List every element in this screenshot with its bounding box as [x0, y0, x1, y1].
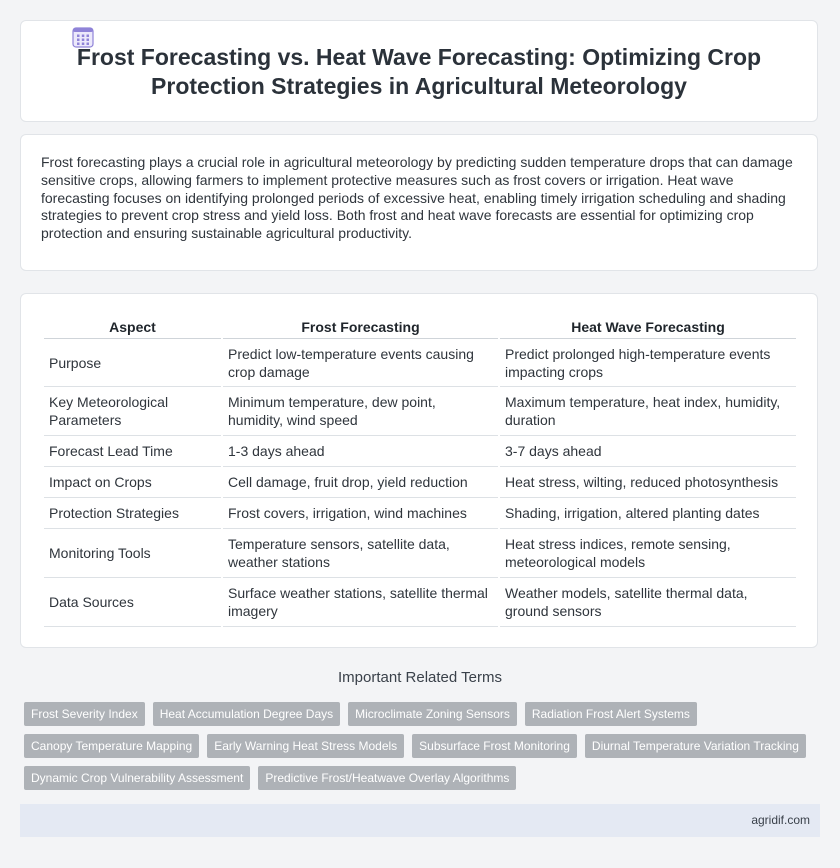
term-tag[interactable]: Canopy Temperature Mapping	[24, 734, 199, 758]
cell-aspect: Purpose	[44, 339, 221, 387]
term-tag[interactable]: Frost Severity Index	[24, 702, 145, 726]
cell-frost: 1-3 days ahead	[223, 436, 498, 467]
footer	[20, 804, 820, 837]
related-terms-title: Important Related Terms	[338, 669, 502, 686]
tag-row	[24, 734, 824, 758]
cell-heat-wave: Heat stress indices, remote sensing, meteorological models	[500, 529, 796, 578]
term-tag[interactable]: Early Warning Heat Stress Models	[207, 734, 404, 758]
intro-card	[20, 134, 818, 271]
cell-aspect: Protection Strategies	[44, 498, 221, 529]
term-tag[interactable]: Predictive Frost/Heatwave Overlay Algorithms	[258, 766, 516, 790]
header-heat-wave: Heat Wave Forecasting	[500, 315, 796, 339]
cell-frost: Temperature sensors, satellite data, weather stations	[223, 529, 498, 578]
cell-frost: Minimum temperature, dew point, humidity, wind speed	[223, 387, 498, 436]
tag-row	[24, 766, 824, 790]
cell-aspect: Monitoring Tools	[44, 529, 221, 578]
term-tag[interactable]: Diurnal Temperature Variation Tracking	[585, 734, 806, 758]
comparison-table-card	[20, 293, 818, 648]
cell-heat-wave: 3-7 days ahead	[500, 436, 796, 467]
table-row	[44, 339, 796, 387]
table-row	[44, 387, 796, 436]
cell-frost: Predict low-temperature events causing crop damage	[223, 339, 498, 387]
cell-aspect: Data Sources	[44, 578, 221, 627]
table-row	[44, 436, 796, 467]
cell-heat-wave: Maximum temperature, heat index, humidity, duration	[500, 387, 796, 436]
table-row	[44, 578, 796, 627]
term-tag[interactable]: Microclimate Zoning Sensors	[348, 702, 517, 726]
table-row	[44, 498, 796, 529]
header-frost: Frost Forecasting	[223, 315, 498, 339]
term-tag[interactable]: Dynamic Crop Vulnerability Assessment	[24, 766, 250, 790]
tag-row	[24, 702, 824, 726]
table-header-row	[44, 315, 796, 339]
footer-site-link[interactable]: agridif.com	[751, 813, 810, 827]
header-aspect: Aspect	[44, 315, 221, 339]
page-title: Frost Forecasting vs. Heat Wave Forecasting: Optimizing Crop Protection Strategies in Agricultural Meteorology	[76, 44, 762, 99]
cell-heat-wave: Predict prolonged high-temperature events impacting crops	[500, 339, 796, 387]
term-tag[interactable]: Heat Accumulation Degree Days	[153, 702, 340, 726]
header-card	[20, 20, 818, 122]
cell-aspect: Impact on Crops	[44, 467, 221, 498]
cell-heat-wave: Shading, irrigation, altered planting dates	[500, 498, 796, 529]
cell-heat-wave: Heat stress, wilting, reduced photosynthesis	[500, 467, 796, 498]
comparison-table	[42, 315, 798, 627]
cell-aspect: Key Meteorological Parameters	[44, 387, 221, 436]
term-tag[interactable]: Radiation Frost Alert Systems	[525, 702, 697, 726]
related-terms-list	[24, 702, 824, 798]
table-row	[44, 529, 796, 578]
intro-paragraph: Frost forecasting plays a crucial role in agricultural meteorology by predicting sudden temperature drops that can damage sensitive crops, allowing farmers to implement protective measures such as frost covers or irrigation. Heat wave forecasting focuses on identifying prolonged periods of excessive heat, enabling timely irrigation scheduling and shading strategies to prevent crop stress and yield loss. Both frost and heat wave forecasts are essential for optimizing crop protection and ensuring sustainable agricultural productivity.	[41, 154, 793, 242]
cell-heat-wave: Weather models, satellite thermal data, ground sensors	[500, 578, 796, 627]
cell-frost: Surface weather stations, satellite thermal imagery	[223, 578, 498, 627]
cell-aspect: Forecast Lead Time	[44, 436, 221, 467]
cell-frost: Cell damage, fruit drop, yield reduction	[223, 467, 498, 498]
term-tag[interactable]: Subsurface Frost Monitoring	[412, 734, 577, 758]
cell-frost: Frost covers, irrigation, wind machines	[223, 498, 498, 529]
table-row	[44, 467, 796, 498]
